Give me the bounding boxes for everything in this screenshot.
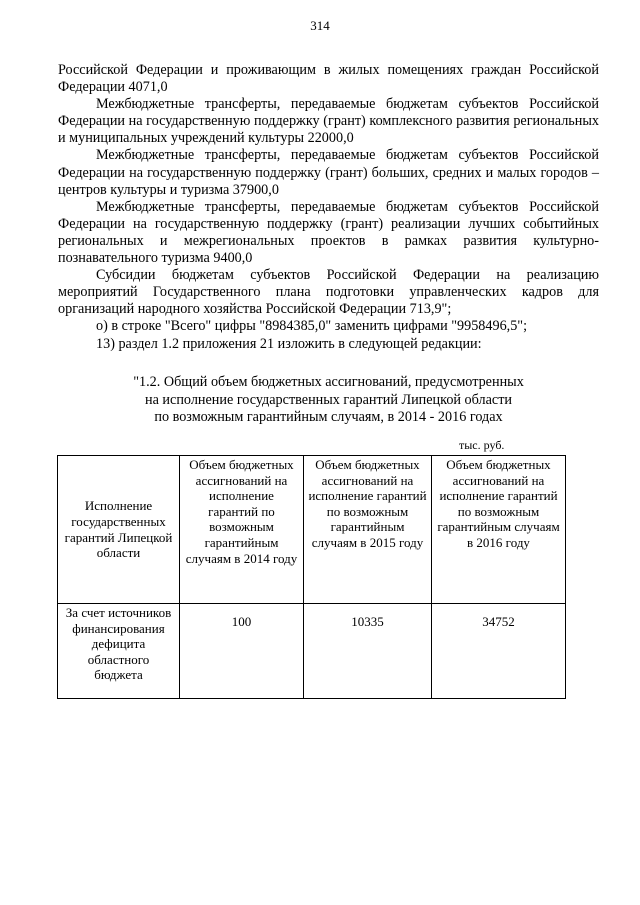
guarantees-table: [57, 455, 566, 699]
body-text: [58, 62, 599, 353]
header-volume-2014: Объем бюджетных ассигнований на исполнение гарантий по возможным гарантийным случаям в 2014 году: [180, 456, 304, 604]
paragraph-management-training: Субсидии бюджетам субъектов Российской Федерации на реализацию мероприятий Государственного плана подготовки управленческих кадров для организаций народного хозяйства Российской Федерации 713,9";: [58, 267, 599, 318]
section-title-line: на исполнение государственных гарантий Липецкой области: [145, 391, 512, 408]
page-number: 314: [310, 18, 330, 33]
cell-value-2014: 100: [180, 604, 304, 699]
section-title: [58, 374, 599, 427]
table-row: [58, 604, 566, 699]
table-unit-label: тыс. руб.: [459, 438, 505, 452]
cell-value-2015: 10335: [304, 604, 432, 699]
cell-value-2016: 34752: [432, 604, 566, 699]
section-title-line: "1.2. Общий объем бюджетных ассигнований, предусмотренных: [133, 374, 524, 390]
paragraph-culture-institutions: Межбюджетные трансферты, передаваемые бюджетам субъектов Российской Федерации на государственную поддержку (грант) комплексного развития региональных и муниципальных учреждений культуры 22000,0: [58, 96, 599, 147]
section-title-line: по возможным гарантийным случаям, в 2014 - 2016 годах: [154, 409, 503, 425]
paragraph-total-amendment: о) в строке "Всего" цифры "8984385,0" заменить цифрами "9958496,5";: [96, 318, 528, 335]
paragraph-culture-cities: Межбюджетные трансферты, передаваемые бюджетам субъектов Российской Федерации на государственную поддержку (грант) больших, средних и малых городов – центров культуры и туризма 37900,0: [58, 147, 599, 198]
row-label-deficit-sources: За счет источников финансирования дефицита областного бюджета: [58, 604, 180, 699]
header-volume-2016: Объем бюджетных ассигнований на исполнение гарантий по возможным гарантийным случаям в 2016 году: [432, 456, 566, 604]
header-volume-2015: Объем бюджетных ассигнований на исполнение гарантий по возможным гарантийным случаям в 2015 году: [304, 456, 432, 604]
header-guarantees-execution: Исполнение государственных гарантий Липецкой области: [58, 456, 180, 604]
paragraph-continuation: Российской Федерации и проживающим в жилых помещениях граждан Российской Федерации 4071,0: [58, 62, 599, 96]
paragraph-section-amendment: 13) раздел 1.2 приложения 21 изложить в следующей редакции:: [96, 335, 482, 352]
table-header-row: [58, 456, 566, 604]
paragraph-tourism-projects: Межбюджетные трансферты, передаваемые бюджетам субъектов Российской Федерации на государственную поддержку (грант) реализации лучших событийных региональных и межрегиональных проектов в рамках развития культурно-познавательного туризма 9400,0: [58, 198, 599, 267]
